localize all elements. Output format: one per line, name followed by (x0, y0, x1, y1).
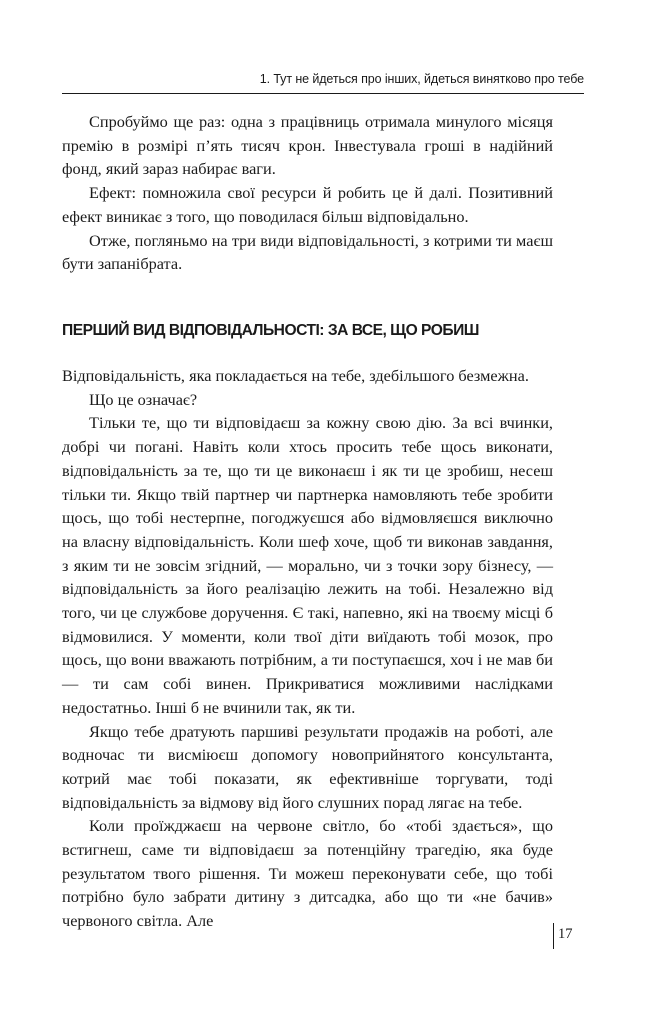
paragraph: Отже, погляньмо на три види відповідальності, з котрими ти маєш бути запанібрата. (62, 230, 553, 274)
intro-text-block (62, 110, 553, 276)
paragraph: Тільки те, що ти відповідаєш за кожну свою дію. За всі вчинки, добрі чи погані. Навіть коли хтось просить тебе щось виконати, відповідальність за те, що ти це виконаєш і як ти це зробиш, несеш тільки ти. Якщо твій партнер чи партнерка намовляють тебе зробити щось, що тобі нестерпне, погоджуєшся або відмовляєшся виключно на власну відповідальність. Коли шеф хоче, щоб ти виконав завдання, з яким ти не зовсім згідний, — морально, чи з точки зору бізнесу, — відповідальність за його реалізацію лежить на тобі. Незалежно від того, чи це службове доручення. Є такі, напевно, які на твоєму місці б відмовилися. У моменти, коли твої діти виїдають тобі мозок, про щось, що вони вважають потрібним, а ти поступаєшся, хоч і не мав би — ти сам собі винен. Прикриватися можливими наслідками недостатньо. Інші б не вчинили так, як ти. (62, 413, 553, 717)
section-text-block (62, 364, 553, 933)
folio-rule (553, 923, 554, 949)
paragraph: Що це означає? (89, 389, 198, 409)
paragraph: Якщо тебе дратують паршиві результати продажів на роботі, але водночас ти висміюєш допомогу новоприйнятого консультанта, котрий має тобі показати, як ефективніше торгувати, тоді відповідальність за відмову від його слушних порад лягає на тебе. (62, 721, 553, 812)
running-header: 1. Тут не йдеться про інших, йдеться винятково про тебе (259, 72, 584, 86)
page-number: 17 (558, 926, 573, 942)
paragraph: Спробуймо ще раз: одна з працівниць отримала минулого місяця премію в розмірі п’ять тисяч крон. Інвестувала гроші в надійний фонд, який зараз набирає ваги. (62, 112, 553, 179)
paragraph: Ефект: помножила свої ресурси й робить це й далі. Позитивний ефект виникає з того, що поводилася більш відповідально. (62, 183, 553, 226)
section-heading: ПЕРШИЙ ВИД ВІДПОВІДАЛЬНОСТІ: ЗА ВСЕ, ЩО РОБИШ (62, 322, 479, 339)
paragraph: Відповідальність, яка покладається на тебе, здебільшого безмежна. (62, 366, 529, 385)
header-rule (62, 93, 584, 94)
paragraph: Коли проїжджаєш на червоне світло, бо «тобі здається», що встигнеш, саме ти відповідаєш за потенційну трагедію, яка буде результатом твого рішення. Ти можеш переконувати себе, що тобі потрібно було забрати дитину з дитсадка, або що ти «не бачив» червоного світла. Але (62, 816, 553, 931)
